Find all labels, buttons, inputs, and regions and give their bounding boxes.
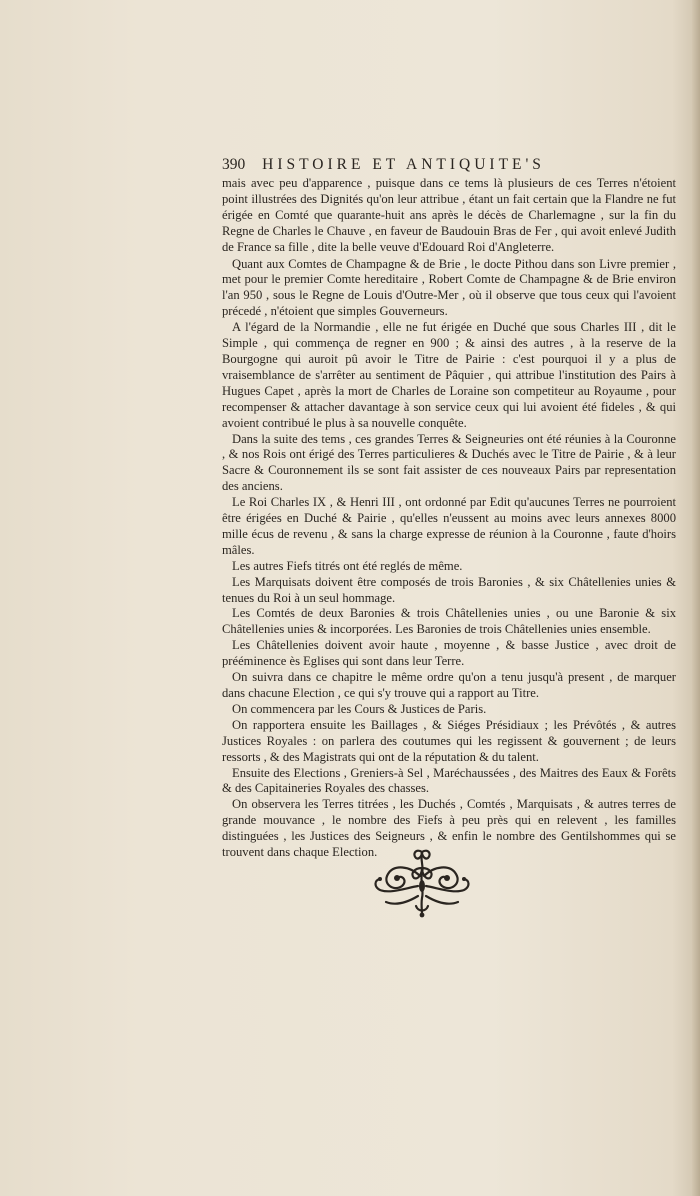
paragraph: Ensuite des Elections , Greniers-à Sel , Maréchaussées , des Maitres des Eaux & Forêts & des Capitaineries Royales des chasses. — [222, 765, 676, 796]
text-body — [222, 176, 676, 861]
page-number: 390 — [222, 156, 246, 173]
paragraph: Les Marquisats doivent être composés de trois Baronies , & six Châtellenies unies & tenues du Roi à un seul hommage. — [222, 574, 676, 605]
paragraph: On commencera par les Cours & Justices de Paris. — [232, 701, 487, 716]
paragraph: A l'égard de la Normandie , elle ne fut érigée en Duché que sous Charles III , dit le Simple , qui commença de regner en 900 ; & ainsi des autres , à la reserve de la Bourgogne qui auroit pû avoir le Titre de Pairie : c'est pourquoi il y a plus de vraisemblance de s'arrêter au sentiment de Pâquier , qui attribue l'institution des Pairs à Hugues Capet , après la mort de Charles de Loraine son competiteur au Royaume , pour recompenser & attacher davantage à son service ceux qui lui avoient été fideles , & qui avoient contribué le plus à sa nouvelle conquête. — [222, 320, 676, 430]
paragraph: Quant aux Comtes de Champagne & de Brie , le docte Pithou dans son Livre premier , met pour le premier Comte hereditaire , Robert Comte de Champagne & de Brie environ l'an 950 , sous le Regne de Louis d'Outre-Mer , où il observe que tous ceux qui l'avoient précedé , n'étoient que simples Gouverneurs. — [222, 256, 676, 319]
paragraph: Les autres Fiefs titrés ont été reglés de même. — [232, 558, 463, 573]
running-title: HISTOIRE ET ANTIQUITE'S — [262, 156, 545, 173]
paragraph: mais avec peu d'apparence , puisque dans ce tems là plusieurs de ces Terres n'étoient point illustrées des Dignités qu'on leur attribue , étant un fait certain que la Flandre ne fut érigée en Comté que quarante-huit ans après le décès de Charlemagne , sur la fin du Regne de Charles le Chauve , en faveur de Baudouin Bras de Fer , qui avoit enlevé Judith de France sa fille , dite la belle veuve d'Edouard Roi d'Angleterre. — [222, 176, 676, 254]
paragraph: Dans la suite des tems , ces grandes Terres & Seigneuries ont été réunies à la Couronne , & nos Rois ont érigé des Terres particulieres & Duchés avec le Titre de Pairie , & à leur Sacre & Couronnement ils se sont fait assister de ces nouveaux Pairs par representation des anciens. — [222, 431, 676, 494]
fleuron-ornament-icon — [370, 846, 474, 918]
running-header — [222, 156, 682, 174]
page-spine-shadow — [692, 0, 700, 1196]
paragraph: On observera les Terres titrées , les Duchés , Comtés , Marquisats , & autres terres de grande mouvance , le nombre des Fiefs à peu près qui en relevent , les familles distinguées , les Justices des Seigneurs , & enfin le nombre des Gentilshommes qui se trouvent dans chaque Election. — [222, 797, 676, 860]
paragraph: On rapportera ensuite les Baillages , & Siéges Présidiaux ; les Prévôtés , & autres Justices Royales : on parlera des coutumes qui les regissent & gouvernent ; de leurs ressorts , & des Magistrats qui ont de la réputation & du talent. — [222, 717, 676, 764]
paragraph: On suivra dans ce chapitre le même ordre qu'on a tenu jusqu'à present , de marquer dans chacune Election , ce qui s'y trouve qui a rapport au Titre. — [222, 670, 676, 700]
paragraph: Le Roi Charles IX , & Henri III , ont ordonné par Edit qu'aucunes Terres ne pourroient être érigées en Duché & Pairie , qu'elles n'eussent au moins avec leurs annexes 8000 mille écus de revenu , & sans la charge expresse de réunion à la Couronne , faute d'hoirs mâles. — [222, 495, 676, 557]
paragraph: Les Châtellenies doivent avoir haute , moyenne , & basse Justice , avec droit de prééminence ès Eglises qui sont dans leur Terre. — [222, 638, 676, 669]
paragraph: Les Comtés de deux Baronies & trois Châtellenies unies , ou une Baronie & six Châtellenies unies & incorporées. Les Baronies de trois Châtellenies unies ensemble. — [222, 606, 676, 637]
